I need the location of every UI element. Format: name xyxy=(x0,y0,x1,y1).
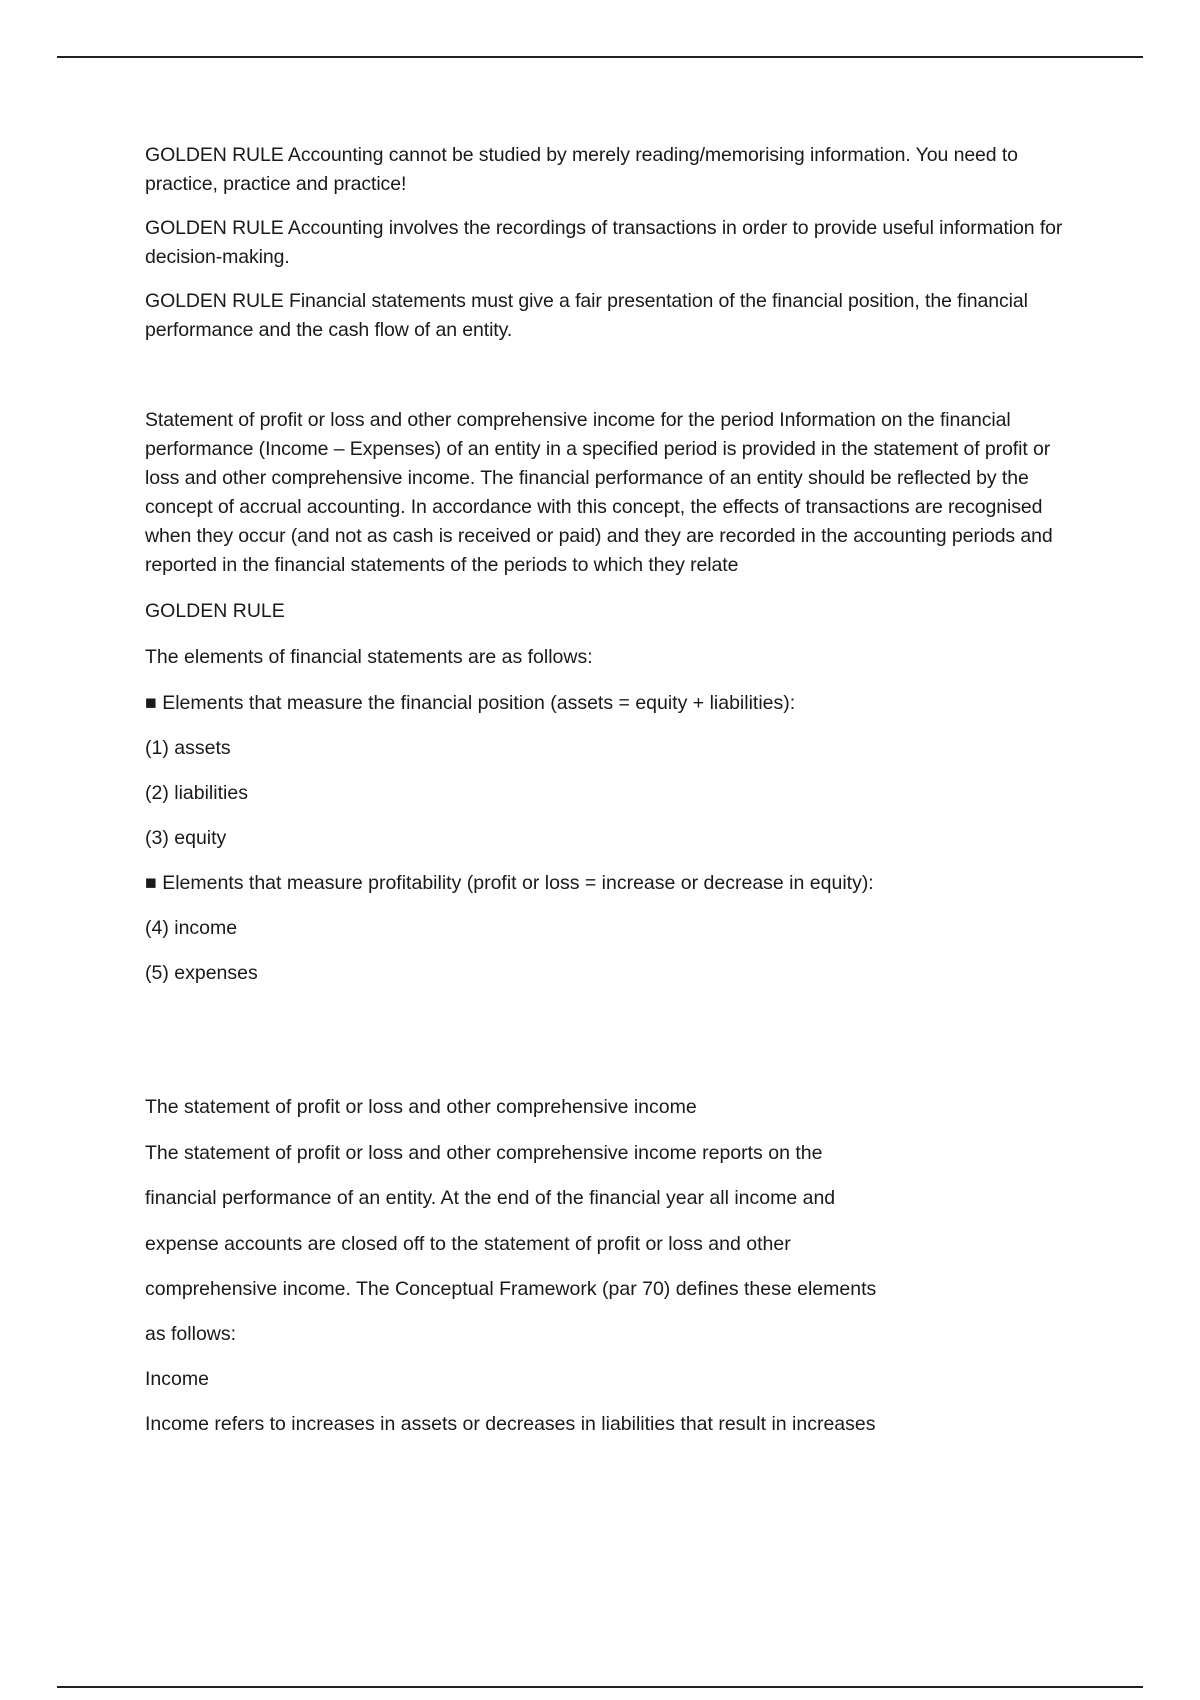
golden-rule-paragraph: GOLDEN RULE Accounting involves the recordings of transactions in order to provide useful information for decision-making. xyxy=(145,217,1063,268)
statement-paragraph: Statement of profit or loss and other comprehensive income for the period Information on the financial performance (Income – Expenses) of an entity in a specified period is provided in the statement of profit or loss and other comprehensive income. The financial performance of an entity should be reflected by the concept of accrual accounting. In accordance with this concept, the effects of transactions are recognised when they occur (and not as cash is received or paid) and they are recorded in the accounting periods and reported in the financial statements of the periods to which they relate xyxy=(145,409,1053,576)
list-item: (2) liabilities xyxy=(145,782,248,804)
section-title: The statement of profit or loss and other comprehensive income xyxy=(145,1096,697,1118)
list-item: (3) equity xyxy=(145,827,227,849)
golden-rule-paragraph: GOLDEN RULE Financial statements must give a fair presentation of the financial position, the financial performance and the cash flow of an entity. xyxy=(145,290,1028,341)
income-heading: Income xyxy=(145,1368,209,1390)
section-line: comprehensive income. The Conceptual Framework (par 70) defines these elements xyxy=(145,1278,877,1300)
section-line: as follows: xyxy=(145,1323,237,1345)
list-item: (4) income xyxy=(145,917,238,939)
elements-intro: The elements of financial statements are as follows: xyxy=(145,646,593,668)
list-item: (5) expenses xyxy=(145,962,258,984)
header-rule xyxy=(57,56,1143,58)
golden-rule-paragraph: GOLDEN RULE Accounting cannot be studied by merely reading/memorising information. You need to practice, practice and practice! xyxy=(145,144,1018,195)
page-content xyxy=(145,141,1085,1439)
income-line: Income refers to increases in assets or decreases in liabilities that result in increases xyxy=(145,1413,876,1435)
profit-bullet: ■ Elements that measure profitability (profit or loss = increase or decrease in equity): xyxy=(145,872,874,894)
list-item: (1) assets xyxy=(145,737,231,759)
section-line: The statement of profit or loss and other comprehensive income reports on the xyxy=(145,1142,823,1164)
section-line: financial performance of an entity. At the end of the financial year all income and xyxy=(145,1187,836,1209)
footer-rule xyxy=(57,1686,1143,1688)
section-line: expense accounts are closed off to the statement of profit or loss and other xyxy=(145,1233,791,1255)
position-bullet: ■ Elements that measure the financial position (assets = equity + liabilities): xyxy=(145,692,796,714)
golden-rule-heading: GOLDEN RULE xyxy=(145,600,285,622)
